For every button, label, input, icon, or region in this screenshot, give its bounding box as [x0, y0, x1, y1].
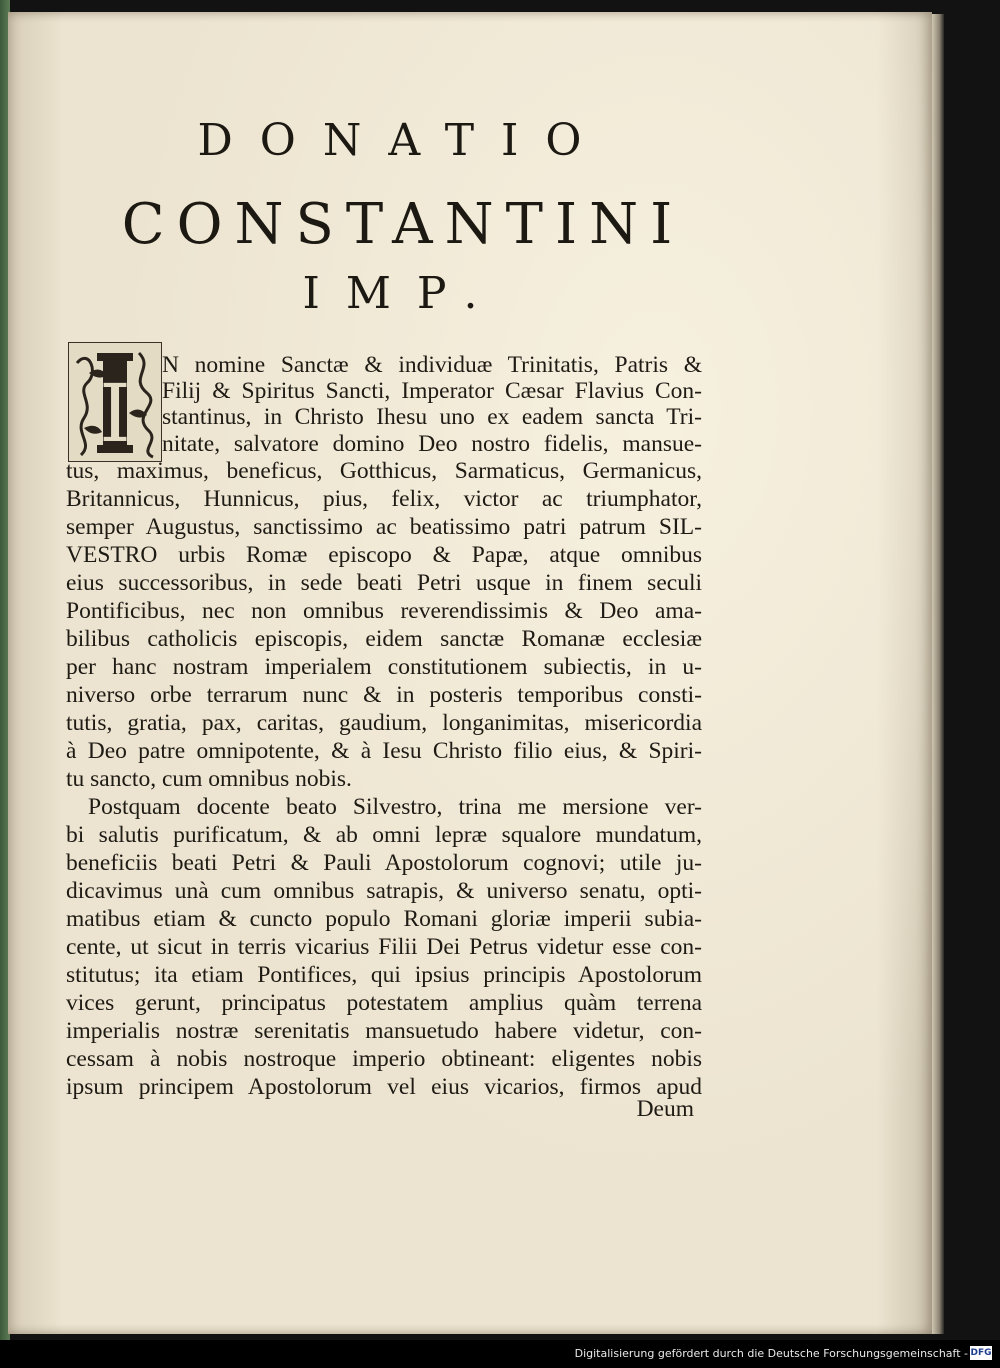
- text-line: à Deo patre omnipotente, & à Iesu Christo filio eius, & Spiri-: [66, 738, 702, 764]
- title-line-3: IMP.: [302, 268, 504, 319]
- text-line: eius successoribus, in sede beati Petri usque in finem seculi: [66, 570, 702, 596]
- text-line: cessam à nobis nostroque imperio obtineant: eligentes nobis: [66, 1046, 702, 1072]
- text-line: tu sancto, cum omnibus nobis.: [66, 766, 352, 792]
- text-line: per hanc nostram imperialem constitutionem subiectis, in u-: [66, 654, 702, 680]
- ornament-initial-svg: [69, 343, 161, 461]
- text-line: Britannicus, Hunnicus, pius, felix, victor ac triumphator,: [66, 486, 702, 512]
- text-line: ipsum principem Apostolorum vel eius vicarios, firmos apud: [66, 1074, 702, 1100]
- text-line: vices gerunt, principatus potestatem amplius quàm terrena: [66, 990, 702, 1016]
- text-line: beneficiis beati Petri & Pauli Apostolorum cognovi; utile ju-: [66, 850, 702, 876]
- text-line: cente, ut sicut in terris vicarius Filii Dei Petrus videtur esse con-: [66, 934, 702, 960]
- text-line: bilibus catholicis episcopis, eidem sanctæ Romanæ ecclesiæ: [66, 626, 702, 652]
- text-line: semper Augustus, sanctissimo ac beatissimo patri patrum SIL-: [66, 514, 702, 540]
- text-line: tus, maximus, beneficus, Gotthicus, Sarmaticus, Germanicus,: [66, 458, 702, 484]
- text-line: stitutus; ita etiam Pontifices, qui ipsius principis Apostolorum: [66, 962, 702, 988]
- text-line: nitate, salvatore domino Deo nostro fidelis, mansue-: [162, 431, 702, 457]
- text-line: stantinus, in Christo Ihesu uno ex eadem sancta Tri-: [162, 404, 702, 430]
- text-line: bi salutis purificatum, & ab omni lepræ squalore mundatum,: [66, 822, 702, 848]
- text-line: Pontificibus, nec non omnibus reverendissimis & Deo ama-: [66, 598, 702, 624]
- decorated-initial-icon: [68, 342, 162, 462]
- title-line-2: CONSTANTINI: [121, 192, 685, 257]
- text-line: matibus etiam & cuncto populo Romani gloriæ imperii subia-: [66, 906, 702, 932]
- text-line: N nomine Sanctæ & individuæ Trinitatis, Patris &: [162, 352, 702, 378]
- text-line: imperialis nostræ serenitatis mansuetudo habere videtur, con-: [66, 1018, 702, 1044]
- text-line: VESTRO urbis Romæ episcopo & Papæ, atque omnibus: [66, 542, 702, 568]
- text-line: Filij & Spiritus Sancti, Imperator Cæsar Flavius Con-: [162, 378, 702, 404]
- catchword: Deum: [636, 1096, 694, 1122]
- text-line: niverso orbe terrarum nunc & in posteris temporibus consti-: [66, 682, 702, 708]
- text-line: tutis, gratia, pax, caritas, gaudium, longanimitas, misericordia: [66, 710, 702, 736]
- footer-credit: Digitalisierung gefördert durch die Deutsche Forschungsgemeinschaft -: [574, 1347, 968, 1360]
- page-edge: [932, 14, 944, 1334]
- footer-bar: [0, 1340, 1000, 1368]
- text-line: Postquam docente beato Silvestro, trina me mersione ver-: [88, 794, 702, 820]
- book-page: [8, 12, 932, 1334]
- title-line-1: DONATIO: [197, 115, 609, 166]
- text-line: dicavimus unà cum omnibus satrapis, & universo senatu, opti-: [66, 878, 702, 904]
- initial-letter: I: [99, 367, 131, 460]
- dfg-logo-icon: DFG: [970, 1348, 992, 1358]
